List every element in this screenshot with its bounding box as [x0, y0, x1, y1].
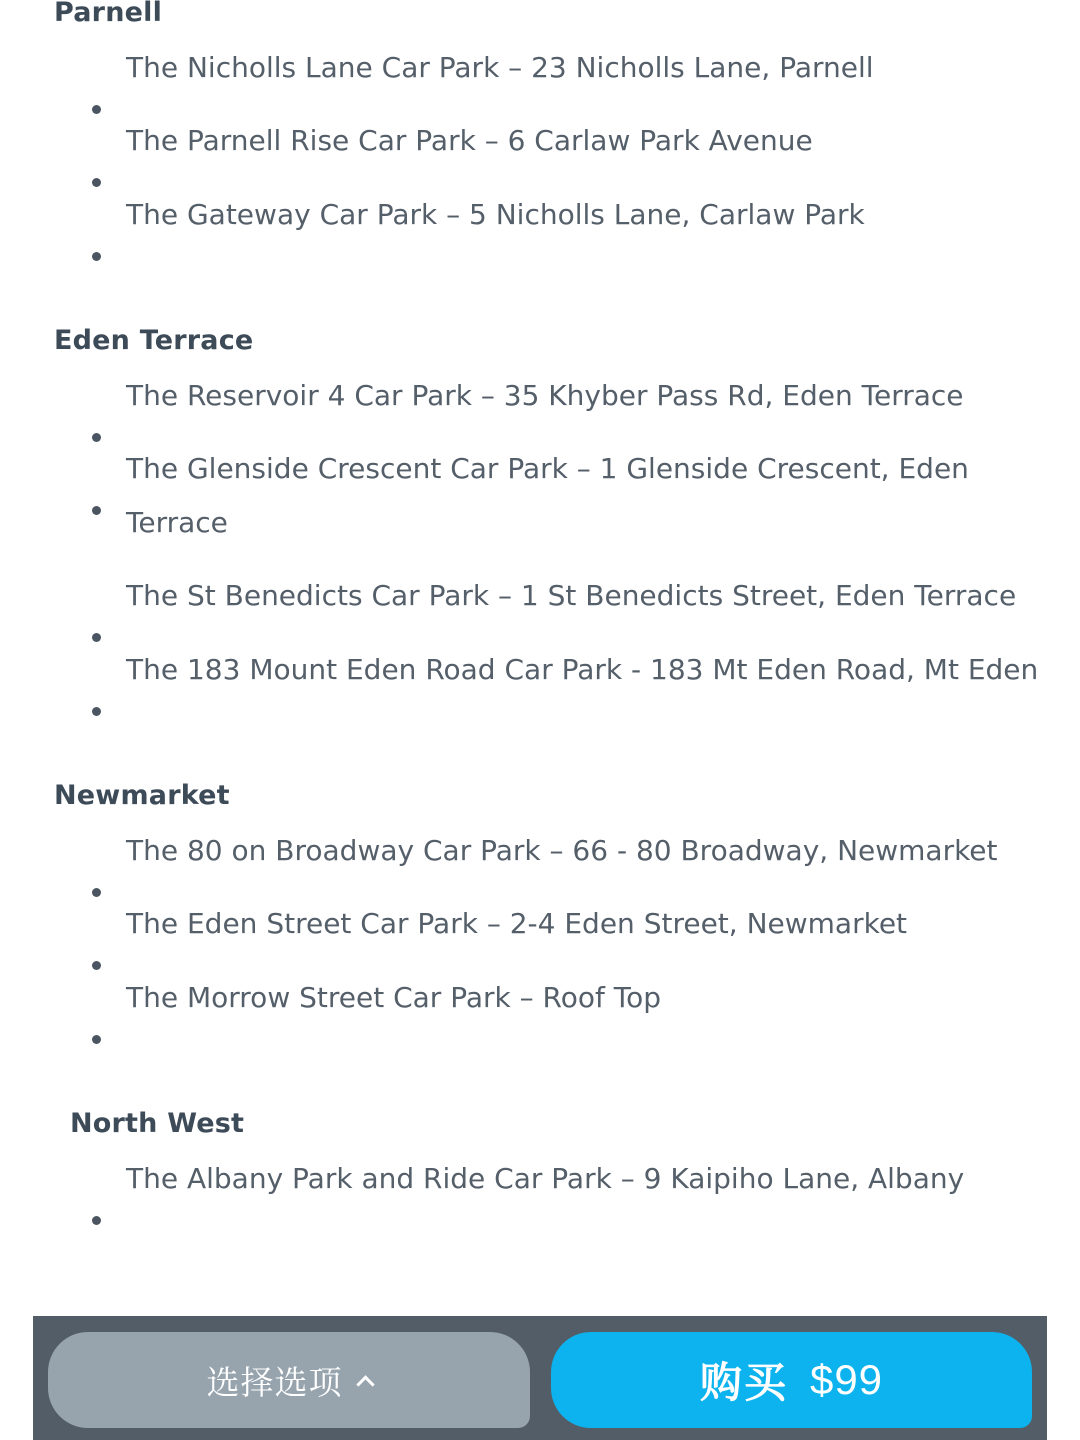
- list-item-text: The 80 on Broadway Car Park – 66 - 80 Broadway, Newmarket: [126, 834, 998, 867]
- chevron-up-icon: [356, 1375, 374, 1393]
- list-item-text: The Eden Street Car Park – 2-4 Eden Street, Newmarket: [126, 907, 908, 940]
- bullet-icon: [92, 105, 101, 114]
- bullet-icon: [92, 633, 101, 642]
- list-item-text: The 183 Mount Eden Road Car Park - 183 Mt Eden Road, Mt Eden: [126, 653, 1039, 686]
- bottom-action-bar: [33, 1316, 1047, 1440]
- section-title: North West: [70, 1108, 245, 1139]
- bullet-icon: [92, 888, 101, 897]
- select-options-button[interactable]: [48, 1332, 530, 1428]
- section-title: Newmarket: [54, 780, 230, 811]
- list-item-text: The Glenside Crescent Car Park – 1 Glenside Crescent, Eden: [126, 452, 969, 485]
- bullet-icon: [92, 178, 101, 187]
- list-item-text: The St Benedicts Car Park – 1 St Benedicts Street, Eden Terrace: [126, 579, 1017, 612]
- list-item-text: The Albany Park and Ride Car Park – 9 Kaipiho Lane, Albany: [126, 1162, 965, 1195]
- list-item-text-continued: Terrace: [126, 506, 228, 539]
- section-title: Eden Terrace: [54, 325, 254, 356]
- list-item-text: The Reservoir 4 Car Park – 35 Khyber Pass Rd, Eden Terrace: [126, 379, 964, 412]
- list-item-text: The Parnell Rise Car Park – 6 Carlaw Park Avenue: [126, 124, 813, 157]
- section-title: Parnell: [54, 0, 163, 28]
- bullet-icon: [92, 252, 101, 261]
- bullet-icon: [92, 707, 101, 716]
- bullet-icon: [92, 506, 101, 515]
- buy-label: 购买: [699, 1359, 788, 1406]
- buy-button[interactable]: [551, 1332, 1032, 1428]
- list-item-text: The Morrow Street Car Park – Roof Top: [126, 981, 661, 1014]
- bullet-icon: [92, 1035, 101, 1044]
- list-item-text: The Gateway Car Park – 5 Nicholls Lane, Carlaw Park: [126, 198, 865, 231]
- buy-price: $99: [809, 1356, 884, 1403]
- bullet-icon: [92, 1216, 101, 1225]
- bullet-icon: [92, 961, 101, 970]
- list-item-text: The Nicholls Lane Car Park – 23 Nicholls Lane, Parnell: [126, 51, 874, 84]
- select-options-label: 选择选项: [206, 1363, 343, 1401]
- bullet-icon: [92, 433, 101, 442]
